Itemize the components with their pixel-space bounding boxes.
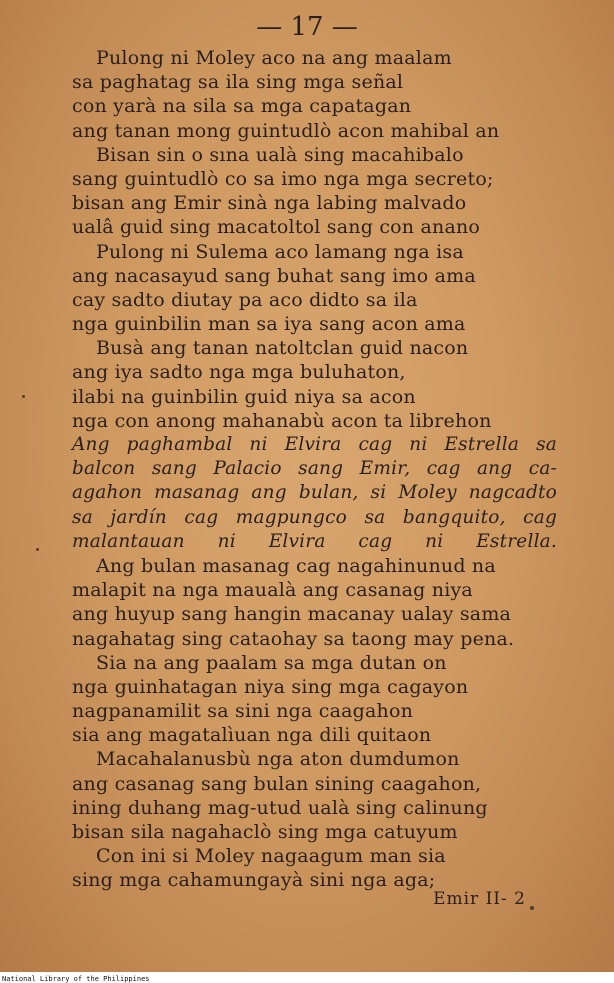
text-line: Ang bulan masanag cag nagahinunud na [96,554,496,577]
text-line: sa jardín cag magpungco sa bangquito, cag [72,506,557,528]
text-line: nagahatag sing cataohay sa taong may pena. [72,627,515,650]
text-line: Bisan sin o sına ualà sing macahibalo [96,143,464,166]
text-line: sa paghatag sa ila sing mga señal [72,71,404,94]
text-line: nga guinbilin man sa iya sang acon ama [72,313,466,336]
text-line: Sia na ang paalam sa mga dutan on [96,651,447,674]
text-line: agahon masanag ang bulan, si Moley nagcadto [72,482,557,504]
text-line: balcon sang Palacio sang Emir, cag ang ca- [72,458,557,480]
text-line: Busà ang tanan natoltclan guid nacon [96,337,469,360]
page-number: — 17 — [256,12,358,42]
text-line: sia ang magatalìuan nga dili quitaon [72,724,432,747]
text-line: bisan sila nagahaclò sing mga catuyum [72,821,458,843]
text-line: ualâ guid sing macatoltol sang con anano [72,216,481,239]
text-line: bisan ang Emir sinà nga labing malvado [72,192,467,215]
text-line: Pulong ni Moley aco na ang maalam [96,47,452,69]
text-line: ang nacasayud sang buhat sang imo ama [72,264,476,287]
text-line: ining duhang mag-utud ualà sing calinung [72,796,488,819]
text-line: malapit na nga maualà ang casanag niya [72,579,473,602]
text-line: nga guinhatagan niya sing mga cagayon [72,675,469,698]
text-line: con yarà na sila sa mga capatagan [72,95,412,118]
printer-signature: Emir II- 2 [433,889,526,909]
text-line: Con ini si Moley nagaagum man sia [96,845,446,868]
paper-spot [36,548,39,551]
text-line: ang iya sadto nga mga buluhaton, [72,361,406,384]
text-line: Macahalanusbù nga aton dumdumon [96,748,460,771]
text-line: nga con anong mahanabù acon ta librehon [72,409,492,432]
page-text [72,46,557,893]
text-line: nagpanamilit sa sini nga caagahon [72,700,414,723]
text-line: ang huyup sang hangin macanay ualay sama [72,603,512,626]
text-line: sing mga cahamungayà sini nga aga; [72,869,436,892]
text-line: cay sadto diutay pa aco didto sa ila [72,288,418,311]
library-footer: National Library of the Philippines [2,975,150,983]
paper-spot [530,906,534,910]
text-line: ang tanan mong guintudlò acon mahibal an [72,119,500,142]
text-line: malantauan ni Elvira cag ni Estrella. [72,530,557,552]
text-line: Ang paghambal ni Elvira cag ni Estrella sa [72,434,557,455]
text-line: sang guintudlò co sa imo nga mga secreto; [72,167,494,190]
text-line: ilabi na guinbilin guid niya sa acon [72,385,416,408]
text-line: ang casanag sang bulan sining caagahon, [72,772,482,795]
paper-spot [22,395,25,398]
text-line: Pulong ni Sulema aco lamang nga isa [96,240,464,263]
